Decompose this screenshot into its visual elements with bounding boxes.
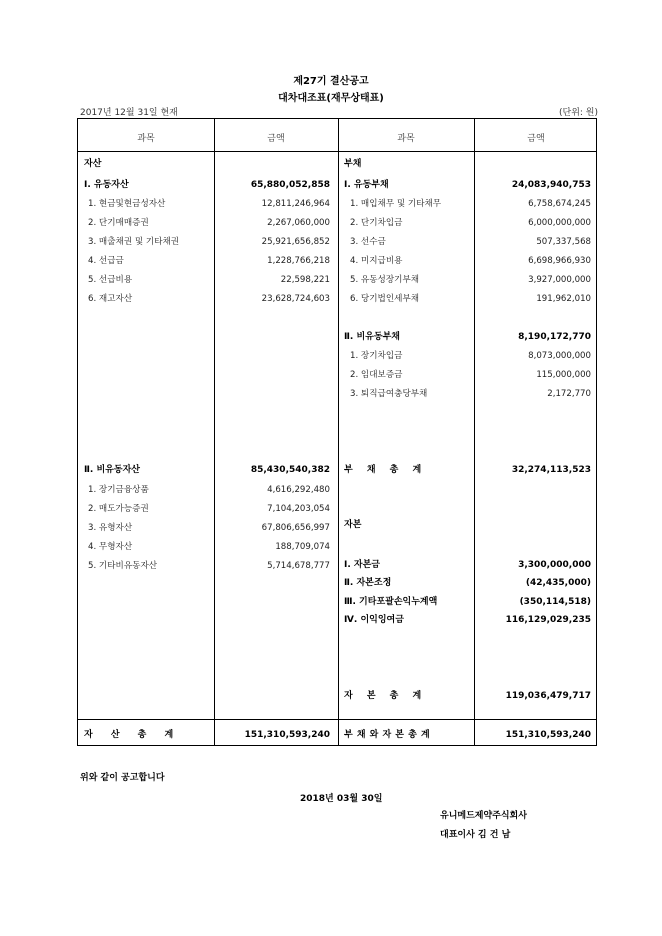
liability-item-label: 3. 선수금 (350, 237, 386, 247)
asset-item-value: 2,267,060,000 (267, 218, 330, 228)
announcement-text: 위와 같이 공고합니다 (80, 773, 165, 783)
header-item-left: 과목 (137, 134, 155, 144)
asset-item-label: 1. 현금및현금성자산 (88, 199, 166, 209)
header-amount-left: 금액 (267, 134, 285, 144)
liability-item-label: 5. 유동성장기부채 (350, 275, 420, 285)
liability-item-value: 191,962,010 (536, 294, 591, 304)
asset-item-label: 2. 단기매매증권 (88, 218, 149, 228)
liability-item-value: 115,000,000 (536, 370, 591, 380)
liability-item-label: 4. 미지급비용 (350, 256, 403, 266)
notice-title: 제27기 결산공고 (293, 76, 369, 87)
grand-total-value: 151,310,593,240 (505, 730, 591, 740)
noncurrent-liabilities-label: Ⅱ. 비유동부채 (344, 332, 400, 342)
liability-item-value: 507,337,568 (536, 237, 591, 247)
equity-item-value: 116,129,029,235 (505, 615, 591, 625)
asset-item-value: 22,598,221 (280, 275, 330, 285)
current-assets-total: 65,880,052,858 (250, 180, 330, 190)
liabilities-section-label: 부채 (344, 159, 362, 169)
equity-item-label: Ⅱ. 자본조정 (344, 578, 392, 588)
asset-item-label: 3. 유형자산 (88, 523, 133, 533)
total-equity-label: 자 본 총 계 (344, 691, 422, 701)
liability-item-value: 8,073,000,000 (528, 351, 591, 361)
total-assets-label: 자 산 총 계 (84, 730, 174, 740)
assets-section-label: 자산 (84, 159, 102, 169)
liability-item-label: 2. 단기차입금 (350, 218, 403, 228)
asset-item-value: 188,709,074 (275, 542, 330, 552)
noncurrent-assets-total: 85,430,540,382 (250, 465, 330, 475)
asset-item-label: 5. 선급비용 (88, 275, 133, 285)
asset-item-label: 1. 장기금융상품 (88, 485, 149, 495)
total-liabilities-value: 32,274,113,523 (511, 465, 591, 475)
total-assets-value: 151,310,593,240 (244, 730, 330, 740)
equity-item-label: Ⅰ. 자본금 (344, 560, 380, 570)
equity-item-value: (350,114,518) (519, 597, 591, 607)
asset-item-label: 2. 매도가능증권 (88, 504, 149, 514)
total-liabilities-label: 부 채 총 계 (344, 465, 422, 475)
equity-item-label: Ⅲ. 기타포괄손익누계액 (344, 597, 438, 607)
ceo-name: 대표이사 김 건 남 (440, 830, 511, 840)
equity-item-label: Ⅳ. 이익잉여금 (344, 615, 404, 625)
liability-item-label: 1. 장기차입금 (350, 351, 403, 361)
header-amount-right: 금액 (527, 134, 545, 144)
liability-item-value: 3,927,000,000 (528, 275, 591, 285)
asset-item-value: 25,921,656,852 (261, 237, 330, 247)
balance-sheet-table (77, 118, 597, 746)
noncurrent-assets-label: Ⅱ. 비유동자산 (84, 465, 140, 475)
equity-item-value: (42,435,000) (525, 578, 591, 588)
liability-item-value: 2,172,770 (547, 389, 591, 399)
as-of-date: 2017년 12월 31일 현재 (80, 108, 178, 118)
asset-item-value: 5,714,678,777 (267, 561, 330, 571)
unit-label: (단위: 원) (559, 108, 598, 118)
asset-item-value: 7,104,203,054 (267, 504, 330, 514)
liability-item-value: 6,758,674,245 (528, 199, 591, 209)
asset-item-label: 4. 선급금 (88, 256, 124, 266)
statement-subtitle: 대차대조표(재무상태표) (278, 93, 384, 104)
liability-item-label: 6. 당기법인세부채 (350, 294, 420, 304)
asset-item-value: 4,616,292,480 (267, 485, 330, 495)
equity-item-value: 3,300,000,000 (518, 560, 591, 570)
grand-total-label: 부 채 와 자 본 총 계 (344, 730, 431, 740)
asset-item-label: 6. 재고자산 (88, 294, 133, 304)
liability-item-value: 6,000,000,000 (528, 218, 591, 228)
liability-item-label: 3. 퇴직급여충당부채 (350, 389, 428, 399)
asset-item-label: 3. 매출채권 및 기타채권 (88, 237, 180, 247)
equity-section-label: 자본 (344, 520, 362, 530)
asset-item-value: 67,806,656,997 (261, 523, 330, 533)
asset-item-label: 4. 무형자산 (88, 542, 133, 552)
asset-item-value: 12,811,246,964 (261, 199, 330, 209)
asset-item-label: 5. 기타비유동자산 (88, 561, 158, 571)
company-name: 유니메드제약주식회사 (440, 811, 527, 821)
liability-item-label: 2. 임대보증금 (350, 370, 403, 380)
total-equity-value: 119,036,479,717 (505, 691, 591, 701)
header-item-right: 과목 (397, 134, 415, 144)
noncurrent-liabilities-total: 8,190,172,770 (518, 332, 591, 342)
current-liabilities-total: 24,083,940,753 (511, 180, 591, 190)
current-assets-label: Ⅰ. 유동자산 (84, 180, 129, 190)
liability-item-label: 1. 매입채무 및 기타채무 (350, 199, 442, 209)
current-liabilities-label: Ⅰ. 유동부채 (344, 180, 389, 190)
liability-item-value: 6,698,966,930 (528, 256, 591, 266)
announcement-date: 2018년 03월 30일 (300, 794, 383, 804)
asset-item-value: 23,628,724,603 (261, 294, 330, 304)
asset-item-value: 1,228,766,218 (267, 256, 330, 266)
